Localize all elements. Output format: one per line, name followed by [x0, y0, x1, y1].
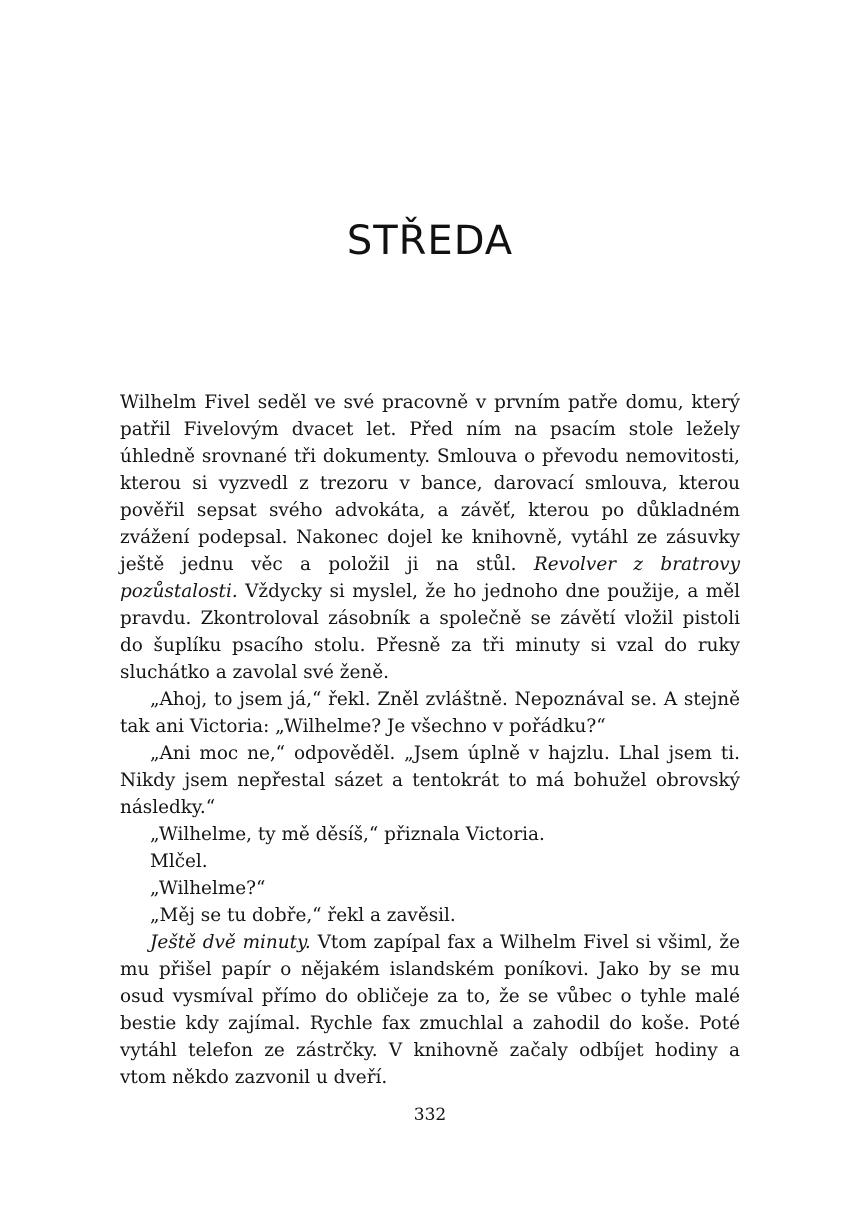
paragraph-8-italic: Ještě dvě minuty.: [150, 932, 311, 953]
paragraph-5: Mlčel.: [150, 851, 208, 872]
paragraph-7: „Měj se tu dobře,“ řekl a zavěsil.: [150, 905, 456, 926]
paragraph-8: [120, 929, 740, 1091]
paragraph-2: „Ahoj, to jsem já,“ řekl. Zněl zvláštně. Nepoznával se. A stejně tak ani Victoria: „Wilhelme? Je všechno v pořádku?“: [120, 689, 740, 737]
page-number: 332: [413, 1105, 447, 1125]
paragraph-1-italic: Revolver z bratrovy pozůstalosti.: [120, 554, 740, 602]
paragraph-1: [120, 389, 740, 686]
chapter-title: STŘEDA: [346, 218, 514, 264]
paragraph-1-text-after: Vždycky si myslel, že ho jednoho dne použije, a měl pravdu. Zkontroloval zásobník a společně se závětí vložil pistoli do šuplíku psacího stolu. Přesně za tři minuty si vzal do ruky sluchátko a zavolal své ženě.: [120, 581, 740, 683]
paragraph-8-text-after: Vtom zapípal fax a Wilhelm Fivel si všiml, že mu přišel papír o nějakém islandském poníkovi. Jako by se mu osud vysmíval přímo do obličeje za to, že se vůbec o tyhle malé bestie kdy zajímal. Rychle fax zmuchlal a zahodil do koše. Poté vytáhl telefon ze zástrčky. V knihovně začaly odbíjet hodiny a vtom někdo zazvonil u dveří.: [120, 932, 740, 1088]
paragraph-4: „Wilhelme, ty mě děsíš,“ přiznala Victoria.: [150, 824, 545, 845]
chapter-body: [120, 389, 740, 1091]
paragraph-6: „Wilhelme?“: [150, 878, 266, 899]
paragraph-3: „Ani moc ne,“ odpověděl. „Jsem úplně v hajzlu. Lhal jsem ti. Nikdy jsem nepřestal sázet a tentokrát to má bohužel obrovský následky.“: [120, 743, 740, 818]
paragraph-1-text-before: Wilhelm Fivel seděl ve své pracovně v prvním patře domu, který patřil Fivelovým dvacet let. Před ním na psacím stole ležely úhledně srovnané tři dokumenty. Smlouva o převodu nemovitosti, kterou si vyzvedl z trezoru v bance, darovací smlouva, kterou pověřil sepsat svého advokáta, a závěť, kterou po důkladném zvážení podepsal. Nakonec dojel ke knihovně, vytáhl ze zásuvky ještě jednu věc a položil ji na stůl.: [120, 392, 740, 575]
